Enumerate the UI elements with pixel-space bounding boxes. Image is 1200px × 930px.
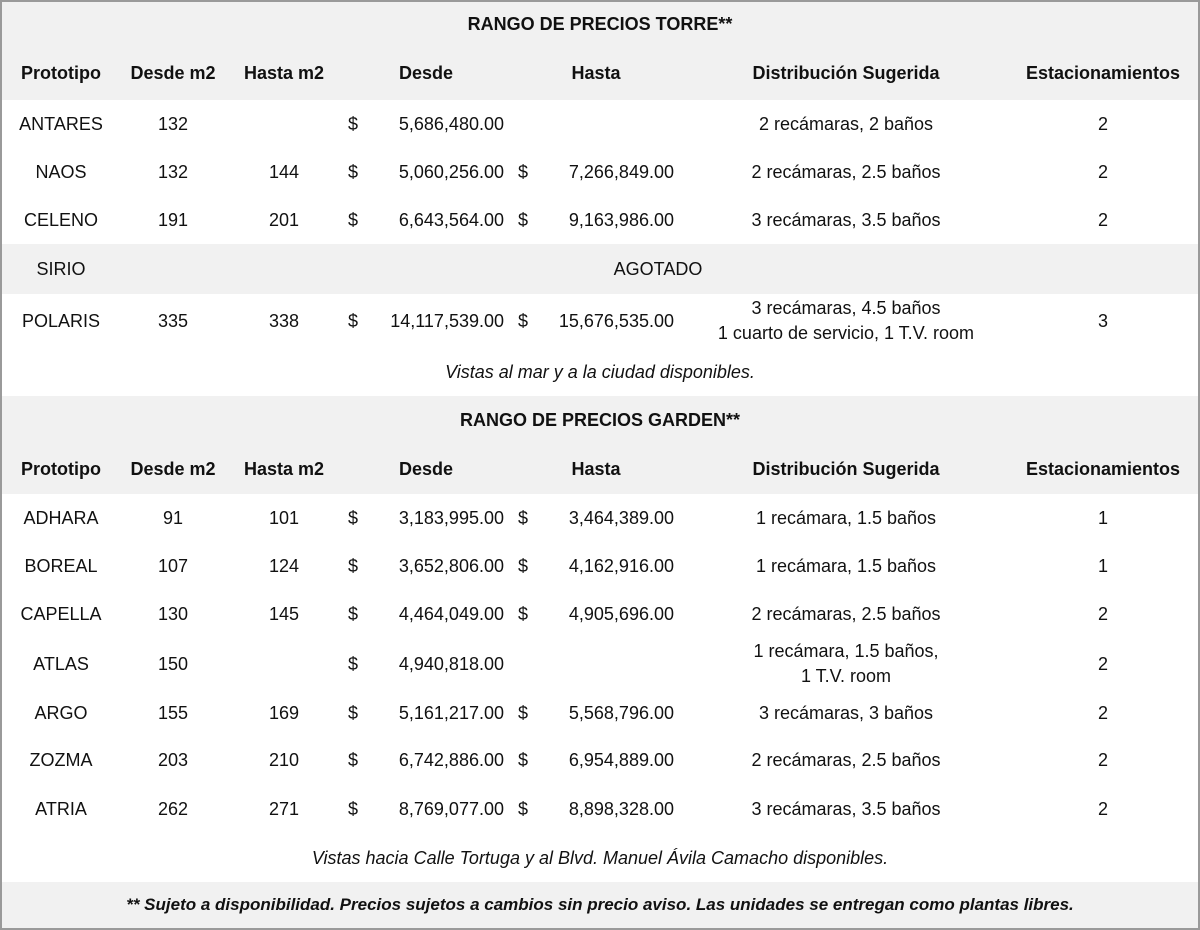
desde-m2-cell: 107 — [157, 555, 189, 576]
table-row — [2, 148, 1198, 196]
currency-sign: $ — [518, 310, 529, 331]
currency-sign: $ — [348, 113, 359, 134]
section-title-row-torre — [2, 2, 1198, 46]
views-note-torre: Vistas al mar y a la ciudad disponibles. — [445, 361, 755, 382]
header-distribucion: Distribución Sugerida — [752, 458, 940, 479]
currency-sign: $ — [518, 555, 529, 576]
distribucion-cell: 3 recámaras, 3.5 baños — [751, 798, 941, 819]
currency-sign: $ — [518, 798, 529, 819]
hasta-amount: 8,898,328.00 — [568, 798, 674, 819]
header-hasta: Hasta — [571, 62, 621, 83]
desde-price-cell — [348, 196, 504, 244]
hasta-price-cell — [518, 690, 674, 736]
currency-sign: $ — [348, 161, 359, 182]
table-row — [2, 100, 1198, 148]
hasta-price-cell — [518, 148, 674, 196]
desde-m2-cell: 91 — [162, 507, 184, 528]
desde-price-cell — [348, 690, 504, 736]
estacionamientos-cell: 2 — [1097, 749, 1108, 770]
desde-price-cell — [348, 100, 504, 148]
estacionamientos-cell: 2 — [1097, 161, 1108, 182]
currency-sign: $ — [348, 749, 359, 770]
prototipo-cell: CAPELLA — [20, 603, 102, 624]
header-prototipo: Prototipo — [21, 458, 101, 479]
hasta-amount: 7,266,849.00 — [568, 161, 674, 182]
header-desde-m2: Desde m2 — [130, 458, 216, 479]
estacionamientos-cell: 2 — [1097, 113, 1108, 134]
prototipo-cell: BOREAL — [24, 555, 98, 576]
currency-sign: $ — [518, 161, 529, 182]
table-row — [2, 690, 1198, 736]
desde-price-cell — [348, 294, 504, 348]
currency-sign: $ — [348, 209, 359, 230]
section-title-row-garden — [2, 396, 1198, 444]
prototipo-cell: SIRIO — [36, 258, 86, 279]
currency-sign: $ — [518, 702, 529, 723]
estacionamientos-cell: 1 — [1097, 507, 1108, 528]
header-prototipo: Prototipo — [21, 62, 101, 83]
header-distribucion: Distribución Sugerida — [752, 62, 940, 83]
hasta-m2-cell: 169 — [268, 702, 300, 723]
prototipo-cell: ARGO — [34, 702, 88, 723]
distribucion-cell — [688, 638, 1004, 690]
prototipo-cell: ANTARES — [19, 113, 103, 134]
header-row-garden — [2, 444, 1198, 494]
distribucion-line-2: 1 T.V. room — [800, 666, 892, 686]
desde-amount: 6,742,886.00 — [398, 749, 504, 770]
table-row — [2, 494, 1198, 542]
desde-amount: 3,652,806.00 — [398, 555, 504, 576]
estacionamientos-cell: 3 — [1097, 310, 1108, 331]
currency-sign: $ — [518, 603, 529, 624]
footer-row — [2, 882, 1198, 928]
currency-sign: $ — [348, 507, 359, 528]
hasta-price-cell — [518, 196, 674, 244]
estacionamientos-cell: 2 — [1097, 603, 1108, 624]
hasta-amount: 6,954,889.00 — [568, 749, 674, 770]
desde-price-cell — [348, 638, 504, 690]
section-title-garden: RANGO DE PRECIOS GARDEN** — [459, 409, 741, 430]
desde-amount: 4,464,049.00 — [398, 603, 504, 624]
distribucion-cell: 2 recámaras, 2.5 baños — [751, 603, 941, 624]
desde-amount: 14,117,539.00 — [390, 310, 504, 331]
estacionamientos-cell: 1 — [1097, 555, 1108, 576]
currency-sign: $ — [518, 749, 529, 770]
distribucion-line-2: 1 cuarto de servicio, 1 T.V. room — [717, 323, 975, 343]
estacionamientos-cell: 2 — [1097, 702, 1108, 723]
desde-m2-cell: 191 — [157, 209, 189, 230]
prototipo-cell: ATRIA — [35, 798, 87, 819]
currency-sign: $ — [518, 507, 529, 528]
desde-m2-cell: 150 — [157, 653, 189, 674]
header-hasta: Hasta — [571, 458, 621, 479]
header-hasta-m2: Hasta m2 — [243, 458, 325, 479]
hasta-amount: 3,464,389.00 — [568, 507, 674, 528]
sold-out-row — [2, 244, 1198, 294]
hasta-m2-cell — [226, 100, 342, 148]
header-desde: Desde — [398, 458, 454, 479]
hasta-amount: 9,163,986.00 — [568, 209, 674, 230]
distribucion-cell: 1 recámara, 1.5 baños — [755, 507, 937, 528]
hasta-price-cell — [518, 542, 674, 590]
desde-m2-cell: 262 — [157, 798, 189, 819]
desde-price-cell — [348, 784, 504, 834]
hasta-price-cell — [518, 494, 674, 542]
sold-out-label: AGOTADO — [613, 258, 703, 279]
prototipo-cell: ZOZMA — [29, 749, 93, 770]
hasta-m2-cell: 124 — [268, 555, 300, 576]
distribucion-line-1: 1 recámara, 1.5 baños, — [753, 641, 939, 661]
currency-sign: $ — [518, 209, 529, 230]
note-row-torre — [2, 348, 1198, 396]
hasta-price-cell — [518, 294, 674, 348]
header-row-torre — [2, 46, 1198, 100]
desde-amount: 3,183,995.00 — [398, 507, 504, 528]
hasta-m2-cell — [226, 638, 342, 690]
section-title-torre: RANGO DE PRECIOS TORRE** — [467, 13, 733, 34]
estacionamientos-cell: 2 — [1097, 209, 1108, 230]
desde-amount: 4,940,818.00 — [398, 653, 504, 674]
currency-sign: $ — [348, 798, 359, 819]
hasta-price-cell — [518, 784, 674, 834]
table-row — [2, 784, 1198, 834]
distribucion-cell: 2 recámaras, 2 baños — [758, 113, 934, 134]
hasta-price-cell — [518, 736, 674, 784]
estacionamientos-cell: 2 — [1097, 798, 1108, 819]
estacionamientos-cell: 2 — [1097, 653, 1108, 674]
distribucion-cell — [688, 294, 1004, 348]
table-row — [2, 590, 1198, 638]
distribucion-cell: 3 recámaras, 3 baños — [758, 702, 934, 723]
distribucion-cell: 1 recámara, 1.5 baños — [755, 555, 937, 576]
distribucion-cell: 2 recámaras, 2.5 baños — [751, 749, 941, 770]
table-row — [2, 196, 1198, 244]
hasta-m2-cell: 145 — [268, 603, 300, 624]
hasta-m2-cell: 210 — [268, 749, 300, 770]
hasta-amount: 15,676,535.00 — [558, 310, 674, 331]
desde-price-cell — [348, 542, 504, 590]
desde-price-cell — [348, 148, 504, 196]
table-row — [2, 736, 1198, 784]
prototipo-cell: POLARIS — [21, 310, 101, 331]
hasta-amount: 5,568,796.00 — [568, 702, 674, 723]
desde-m2-cell: 132 — [157, 113, 189, 134]
header-estacionamientos: Estacionamientos — [1025, 458, 1181, 479]
desde-price-cell — [348, 736, 504, 784]
currency-sign: $ — [348, 310, 359, 331]
distribucion-line-1: 3 recámaras, 4.5 baños — [751, 298, 941, 318]
note-row-garden — [2, 834, 1198, 882]
currency-sign: $ — [348, 603, 359, 624]
header-hasta-m2: Hasta m2 — [243, 62, 325, 83]
desde-amount: 8,769,077.00 — [398, 798, 504, 819]
header-estacionamientos: Estacionamientos — [1025, 62, 1181, 83]
hasta-amount: 4,905,696.00 — [568, 603, 674, 624]
table-row — [2, 294, 1198, 348]
currency-sign: $ — [348, 555, 359, 576]
desde-m2-cell: 132 — [157, 161, 189, 182]
distribucion-cell: 2 recámaras, 2.5 baños — [751, 161, 941, 182]
desde-price-cell — [348, 590, 504, 638]
desde-m2-cell: 203 — [157, 749, 189, 770]
currency-sign: $ — [348, 653, 359, 674]
hasta-m2-cell: 338 — [268, 310, 300, 331]
prototipo-cell: CELENO — [23, 209, 99, 230]
views-note-garden: Vistas hacia Calle Tortuga y al Blvd. Manuel Ávila Camacho disponibles. — [311, 847, 889, 868]
desde-amount: 6,643,564.00 — [398, 209, 504, 230]
desde-m2-cell: 130 — [157, 603, 189, 624]
hasta-m2-cell: 144 — [268, 161, 300, 182]
desde-amount: 5,686,480.00 — [398, 113, 504, 134]
hasta-m2-cell: 101 — [268, 507, 300, 528]
desde-m2-cell: 335 — [157, 310, 189, 331]
desde-price-cell — [348, 494, 504, 542]
distribucion-cell: 3 recámaras, 3.5 baños — [751, 209, 941, 230]
hasta-amount: 4,162,916.00 — [568, 555, 674, 576]
disclaimer-footer: ** Sujeto a disponibilidad. Precios sujetos a cambios sin precio aviso. Las unidades se entregan como plantas libres. — [126, 895, 1074, 914]
header-desde: Desde — [398, 62, 454, 83]
table-row — [2, 638, 1198, 690]
header-desde-m2: Desde m2 — [130, 62, 216, 83]
currency-sign: $ — [348, 702, 359, 723]
prototipo-cell: ATLAS — [33, 653, 89, 674]
desde-m2-cell: 155 — [157, 702, 189, 723]
prototipo-cell: ADHARA — [23, 507, 99, 528]
desde-amount: 5,060,256.00 — [398, 161, 504, 182]
hasta-m2-cell: 201 — [268, 209, 300, 230]
hasta-price-cell — [518, 590, 674, 638]
desde-amount: 5,161,217.00 — [398, 702, 504, 723]
hasta-m2-cell: 271 — [268, 798, 300, 819]
prototipo-cell: NAOS — [35, 161, 87, 182]
table-row — [2, 542, 1198, 590]
